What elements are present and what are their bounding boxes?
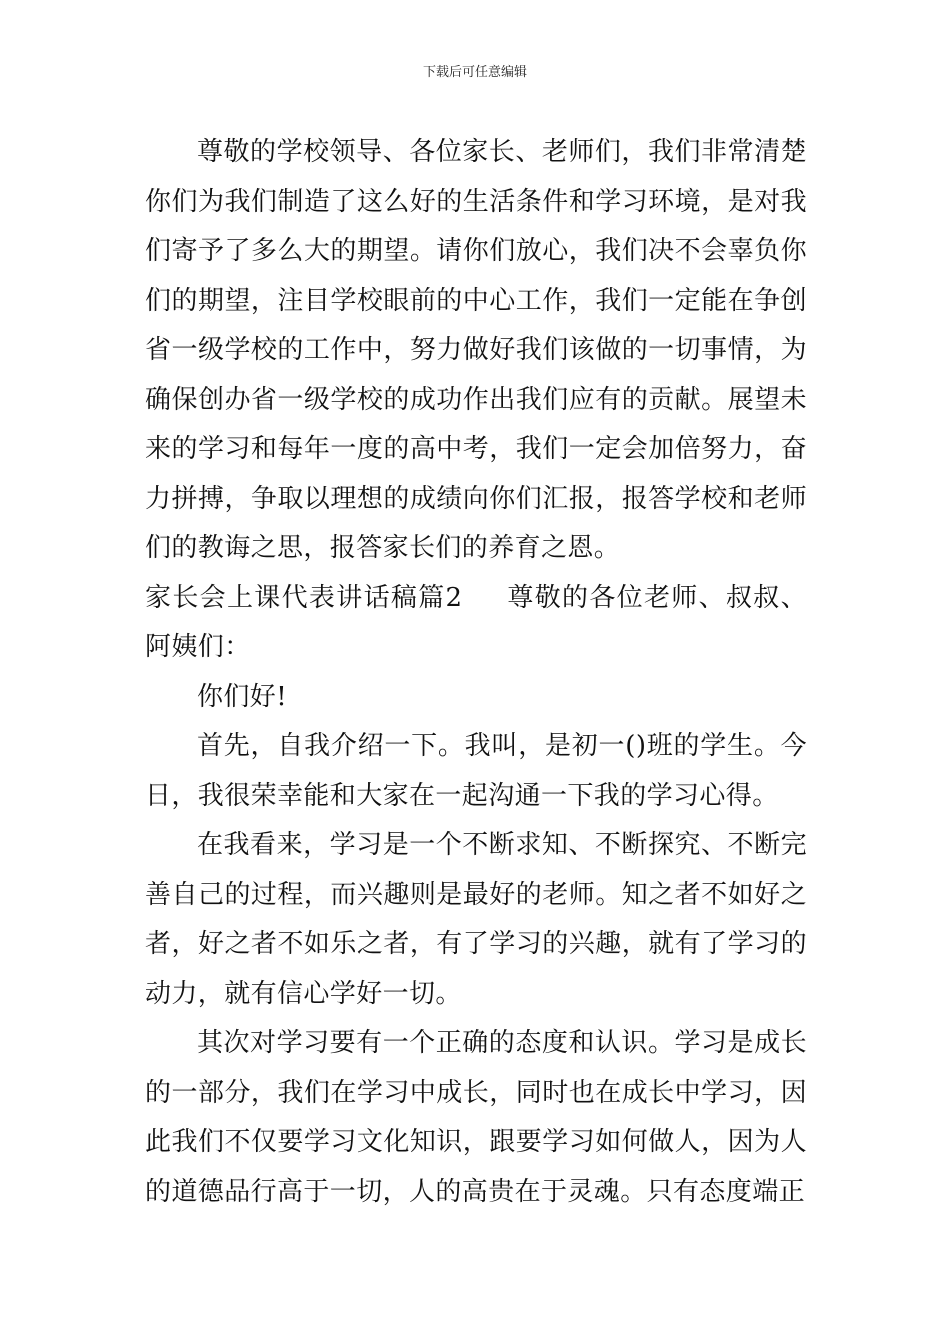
paragraph-intro: 首先，自我介绍一下。我叫，是初一()班的学生。今日，我很荣幸能和大家在一起沟通一下我的学习心得。 <box>145 731 807 811</box>
paragraph-closing: 尊敬的学校领导、各位家长、老师们，我们非常清楚你们为我们制造了这么好的生活条件和学习环境，是对我们寄予了多么大的期望。请你们放心，我们决不会辜负你们的期望，注目学校眼前的中心工作，我们一定能在争创省一级学校的工作中，努力做好我们该做的一切事情，为确保创办省一级学校的成功作出我们应有的贡献。展望未来的学习和每年一度的高中考，我们一定会加倍努力，奋力拼搏，争取以理想的成绩向你们汇报，报答学校和老师们的教诲之思，报答家长们的养育之恩。 <box>145 137 807 563</box>
paragraph-attitude: 其次对学习要有一个正确的态度和认识。学习是成长的一部分，我们在学习中成长，同时也在成长中学习，因此我们不仅要学习文化知识，跟要学习如何做人，因为人的道德品行高于一切，人的高贵在于灵魂。只有态度端正 <box>145 1028 807 1207</box>
document-body <box>145 128 807 1217</box>
section-opening: 尊敬的各位老师、叔叔、阿姨们： <box>145 582 807 662</box>
paragraph-interest: 在我看来，学习是一个不断求知、不断探究、不断完善自己的过程，而兴趣则是最好的老师。知之者不如好之者，好之者不如乐之者，有了学习的兴趣，就有了学习的动力，就有信心学好一切。 <box>145 830 807 1009</box>
section-title: 家长会上课代表讲话稿篇2 <box>145 582 463 613</box>
paragraph-greeting: 你们好! <box>197 681 288 712</box>
section-heading <box>145 574 807 673</box>
page-header: 下载后可任意编辑 <box>422 65 527 80</box>
